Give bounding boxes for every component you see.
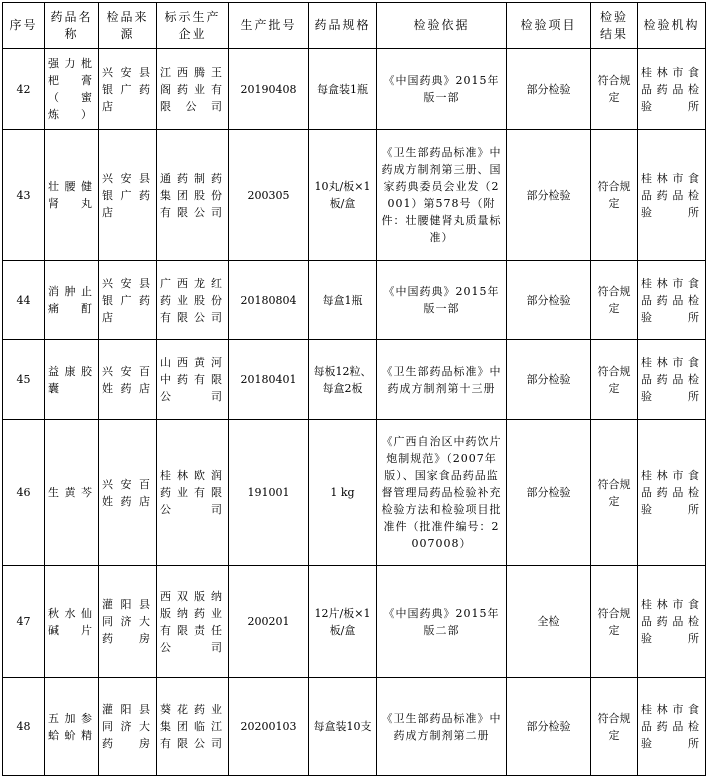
cell-no: 45 bbox=[3, 340, 45, 420]
cell-org: 桂林市食品药品检验所 bbox=[638, 130, 706, 261]
cell-basis: 《卫生部药品标准》中药成方制剂第三册、国家药典委员会业发（2001）第578号（附件：壮腰健肾丸质量标准） bbox=[377, 130, 507, 261]
cell-basis: 《卫生部药品标准》中药成方制剂第十三册 bbox=[377, 340, 507, 420]
header-no: 序号 bbox=[3, 3, 45, 49]
cell-spec: 每盒装10支 bbox=[309, 678, 377, 776]
cell-maker: 广西龙红药业股份有限公司 bbox=[157, 261, 229, 340]
cell-item: 部分检验 bbox=[507, 130, 591, 261]
header-row bbox=[3, 3, 706, 49]
header-batch: 生产批号 bbox=[229, 3, 309, 49]
cell-item: 全检 bbox=[507, 566, 591, 678]
cell-no: 44 bbox=[3, 261, 45, 340]
cell-batch: 20190408 bbox=[229, 49, 309, 130]
table-row bbox=[3, 49, 706, 130]
header-name: 药品名称 bbox=[45, 3, 99, 49]
cell-name: 五加参蛤蚧精 bbox=[45, 678, 99, 776]
cell-maker: 通药制药集团股份有限公司 bbox=[157, 130, 229, 261]
cell-basis: 《卫生部药品标准》中药成方制剂第二册 bbox=[377, 678, 507, 776]
table-row bbox=[3, 566, 706, 678]
cell-spec: 1 kg bbox=[309, 420, 377, 566]
table-row bbox=[3, 130, 706, 261]
cell-maker: 葵花药业集团临江有限公司 bbox=[157, 678, 229, 776]
header-spec: 药品规格 bbox=[309, 3, 377, 49]
cell-batch: 200201 bbox=[229, 566, 309, 678]
header-result: 检验结果 bbox=[591, 3, 638, 49]
cell-org: 桂林市食品药品检验所 bbox=[638, 261, 706, 340]
cell-no: 43 bbox=[3, 130, 45, 261]
cell-spec: 12片/板×1板/盒 bbox=[309, 566, 377, 678]
cell-result: 符合规定 bbox=[591, 566, 638, 678]
cell-no: 47 bbox=[3, 566, 45, 678]
cell-org: 桂林市食品药品检验所 bbox=[638, 566, 706, 678]
cell-no: 46 bbox=[3, 420, 45, 566]
cell-result: 符合规定 bbox=[591, 420, 638, 566]
cell-name: 消肿止痛酊 bbox=[45, 261, 99, 340]
header-maker: 标示生产企业 bbox=[157, 3, 229, 49]
table-row bbox=[3, 678, 706, 776]
header-item: 检验项目 bbox=[507, 3, 591, 49]
cell-maker: 西双版纳版纳药业有限责任公司 bbox=[157, 566, 229, 678]
cell-batch: 191001 bbox=[229, 420, 309, 566]
cell-name: 强力枇杷膏（蜜炼） bbox=[45, 49, 99, 130]
cell-source: 兴安县银广药店 bbox=[99, 261, 157, 340]
cell-source: 兴安县银广药店 bbox=[99, 130, 157, 261]
cell-name: 壮腰健肾丸 bbox=[45, 130, 99, 261]
cell-batch: 20180401 bbox=[229, 340, 309, 420]
cell-result: 符合规定 bbox=[591, 49, 638, 130]
header-basis: 检验依据 bbox=[377, 3, 507, 49]
cell-no: 48 bbox=[3, 678, 45, 776]
table-row bbox=[3, 340, 706, 420]
table-row bbox=[3, 261, 706, 340]
cell-maker: 江西腾王阁药业有限公司 bbox=[157, 49, 229, 130]
cell-name: 秋水仙碱片 bbox=[45, 566, 99, 678]
cell-maker: 桂林欧润药业有限公司 bbox=[157, 420, 229, 566]
cell-org: 桂林市食品药品检验所 bbox=[638, 678, 706, 776]
cell-source: 灌阳县同济大药房 bbox=[99, 566, 157, 678]
header-source: 检品来源 bbox=[99, 3, 157, 49]
drug-inspection-table bbox=[2, 2, 706, 776]
cell-source: 灌阳县同济大药房 bbox=[99, 678, 157, 776]
cell-maker: 山西黄河中药有限公司 bbox=[157, 340, 229, 420]
cell-item: 部分检验 bbox=[507, 678, 591, 776]
cell-result: 符合规定 bbox=[591, 340, 638, 420]
cell-spec: 10丸/板×1板/盒 bbox=[309, 130, 377, 261]
cell-org: 桂林市食品药品检验所 bbox=[638, 420, 706, 566]
cell-batch: 200305 bbox=[229, 130, 309, 261]
cell-basis: 《中国药典》2015年版一部 bbox=[377, 261, 507, 340]
cell-source: 兴安百姓药店 bbox=[99, 420, 157, 566]
cell-result: 符合规定 bbox=[591, 678, 638, 776]
cell-spec: 每盒装1瓶 bbox=[309, 49, 377, 130]
cell-spec: 每盒1瓶 bbox=[309, 261, 377, 340]
cell-item: 部分检验 bbox=[507, 340, 591, 420]
cell-source: 兴安县银广药店 bbox=[99, 49, 157, 130]
cell-result: 符合规定 bbox=[591, 130, 638, 261]
cell-spec: 每板12粒、每盒2板 bbox=[309, 340, 377, 420]
cell-no: 42 bbox=[3, 49, 45, 130]
cell-result: 符合规定 bbox=[591, 261, 638, 340]
cell-org: 桂林市食品药品检验所 bbox=[638, 340, 706, 420]
cell-name: 生黄芩 bbox=[45, 420, 99, 566]
cell-name: 益康胶囊 bbox=[45, 340, 99, 420]
cell-item: 部分检验 bbox=[507, 420, 591, 566]
header-org: 检验机构 bbox=[638, 3, 706, 49]
cell-item: 部分检验 bbox=[507, 261, 591, 340]
cell-source: 兴安百姓药店 bbox=[99, 340, 157, 420]
cell-batch: 20200103 bbox=[229, 678, 309, 776]
cell-basis: 《中国药典》2015年版一部 bbox=[377, 49, 507, 130]
cell-org: 桂林市食品药品检验所 bbox=[638, 49, 706, 130]
cell-item: 部分检验 bbox=[507, 49, 591, 130]
table-row bbox=[3, 420, 706, 566]
cell-batch: 20180804 bbox=[229, 261, 309, 340]
cell-basis: 《广西自治区中药饮片炮制规范》（2007年版）、国家食品药品监督管理局药品检验补充检验方法和检验项目批准件（批准件编号：2007008） bbox=[377, 420, 507, 566]
cell-basis: 《中国药典》2015年版二部 bbox=[377, 566, 507, 678]
